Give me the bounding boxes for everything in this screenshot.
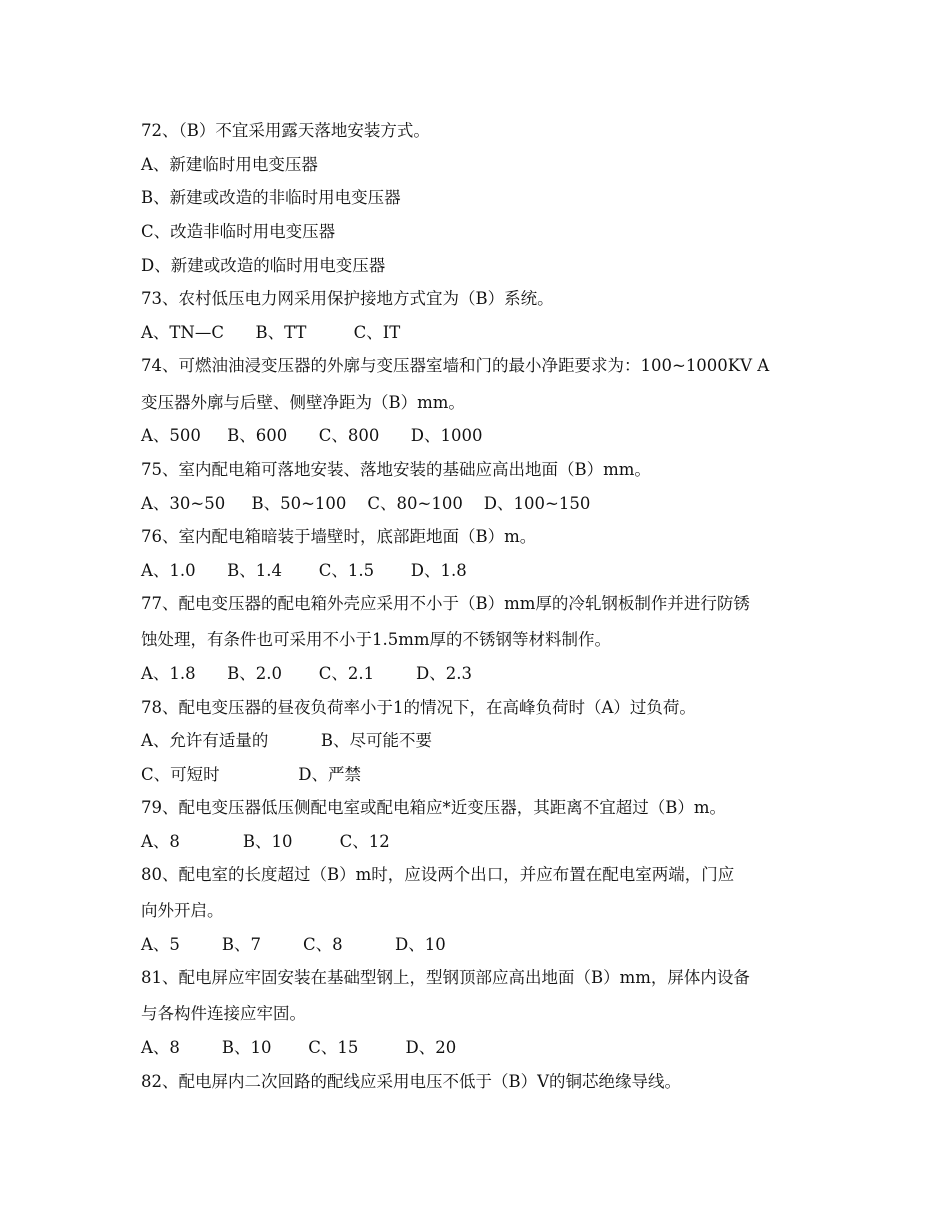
question-75: 75、室内配电箱可落地安装、落地安装的基础应高出地面（B）mm。 — [141, 460, 651, 479]
question-77-continued: 蚀处理，有条件也可采用不小于1.5mm厚的不锈钢等材料制作。 — [141, 630, 612, 649]
option-line: A、5 B、7 C、8 D、10 — [141, 935, 446, 954]
option-line: A、新建临时用电变压器 — [141, 155, 318, 174]
option-line: A、500 B、600 C、800 D、1000 — [141, 426, 483, 445]
question-76: 76、室内配电箱暗装于墙壁时，底部距地面（B）m。 — [141, 527, 537, 546]
question-80: 80、配电室的长度超过（B）m时，应设两个出口，并应布置在配电室两端，门应 — [141, 865, 735, 884]
question-81-continued: 与各构件连接应牢固。 — [141, 1004, 306, 1023]
question-81: 81、配电屏应牢固安装在基础型钢上，型钢顶部应高出地面（B）mm，屏体内设备 — [141, 968, 750, 987]
option-line: A、8 B、10 C、12 — [141, 832, 390, 851]
option-line: A、1.8 B、2.0 C、2.1 D、2.3 — [141, 664, 472, 683]
question-74-continued: 变压器外廓与后壁、侧壁净距为（B）mm。 — [141, 393, 465, 412]
option-line: A、允许有适量的 B、尽可能不要 — [141, 731, 432, 750]
question-80-continued: 向外开启。 — [141, 901, 224, 920]
option-line: A、1.0 B、1.4 C、1.5 D、1.8 — [141, 561, 467, 580]
option-line: C、改造非临时用电变压器 — [141, 222, 336, 241]
question-78: 78、配电变压器的昼夜负荷率小于1的情况下，在高峰负荷时（A）过负荷。 — [141, 698, 696, 717]
option-line: D、新建或改造的临时用电变压器 — [141, 256, 386, 275]
option-line: A、8 B、10 C、15 D、20 — [141, 1038, 457, 1057]
question-73: 73、农村低压电力网采用保护接地方式宜为（B）系统。 — [141, 289, 554, 308]
option-line: A、TN—C B、TT C、IT — [141, 323, 401, 342]
question-77: 77、配电变压器的配电箱外壳应采用不小于（B）mm厚的冷轧钢板制作并进行防锈 — [141, 594, 750, 613]
question-82: 82、配电屏内二次回路的配线应采用电压不低于（B）V的铜芯绝缘导线。 — [141, 1072, 682, 1091]
question-72: 72、（B）不宜采用露天落地安装方式。 — [141, 121, 430, 140]
option-line: B、新建或改造的非临时用电变压器 — [141, 188, 401, 207]
option-line: A、30~50 B、50~100 C、80~100 D、100~150 — [141, 494, 591, 513]
option-line: C、可短时 D、严禁 — [141, 765, 362, 784]
question-74: 74、可燃油油浸变压器的外廓与变压器室墙和门的最小净距要求为：100~1000KV A — [141, 356, 770, 375]
question-79: 79、配电变压器低压侧配电室或配电箱应*近变压器，其距离不宜超过（B）m。 — [141, 798, 727, 817]
